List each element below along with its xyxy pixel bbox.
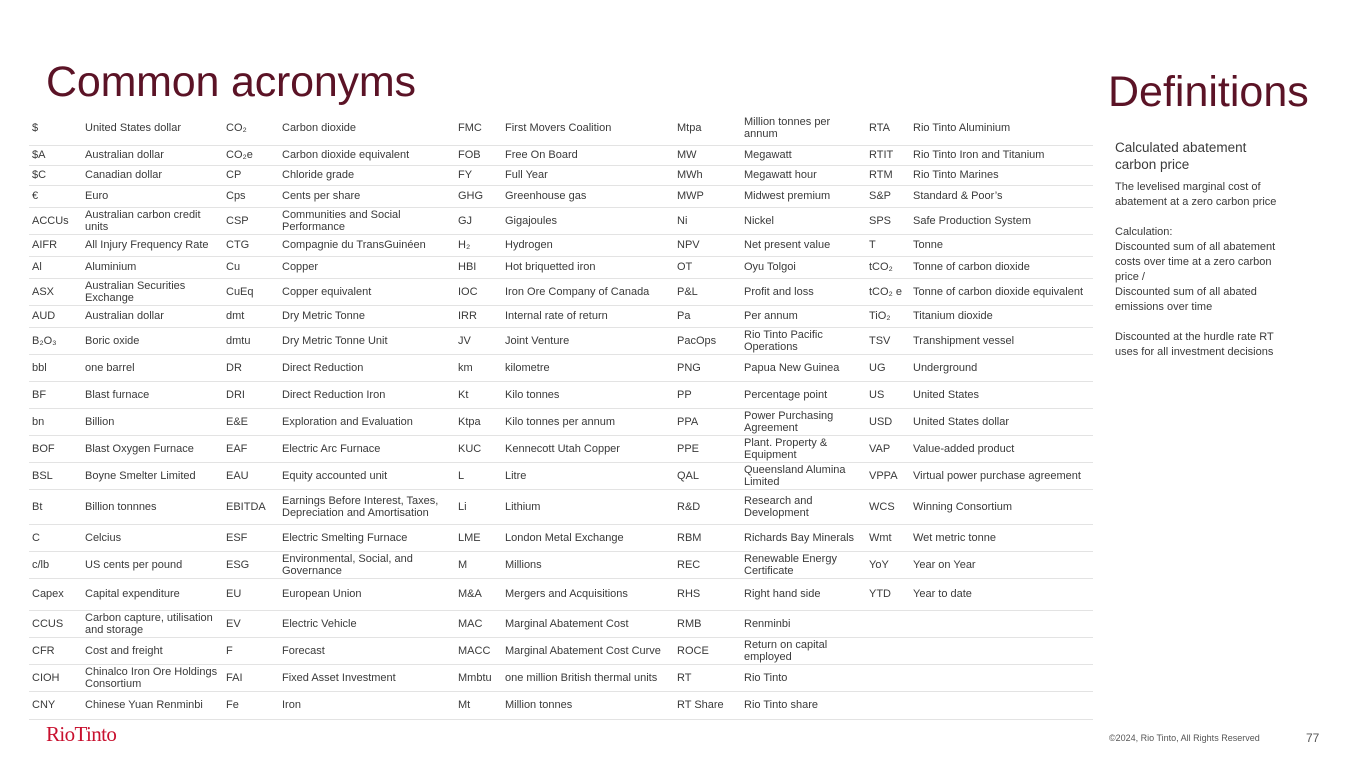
cell-meaning-4: Power Purchasing Agreement [741, 408, 866, 435]
cell-meaning-2: Earnings Before Interest, Taxes, Depreciation and Amortisation [279, 489, 455, 524]
cell-abbr-4: Ni [674, 207, 741, 234]
cell-abbr-1: AUD [29, 305, 82, 327]
definition-description: The levelised marginal cost of abatement at a zero carbon price [1115, 181, 1277, 208]
cell-meaning-3: Lithium [502, 489, 674, 524]
cell-abbr-2: CO₂ [223, 112, 279, 145]
cell-abbr-4: RMB [674, 610, 741, 637]
table-row [29, 551, 1093, 578]
table-row [29, 578, 1093, 610]
cell-meaning-5: Winning Consortium [910, 489, 1093, 524]
cell-meaning-2: Electric Arc Furnace [279, 435, 455, 462]
cell-meaning-2: Iron [279, 691, 455, 719]
cell-meaning-1: Carbon capture, utilisation and storage [82, 610, 223, 637]
cell-meaning-2: Direct Reduction [279, 354, 455, 381]
cell-abbr-3: JV [455, 327, 502, 354]
cell-meaning-2: Electric Smelting Furnace [279, 524, 455, 551]
cell-abbr-1: bbl [29, 354, 82, 381]
cell-abbr-2: E&E [223, 408, 279, 435]
cell-abbr-1: ASX [29, 278, 82, 305]
cell-meaning-5: Year to date [910, 578, 1093, 610]
cell-abbr-3: L [455, 462, 502, 489]
cell-meaning-2: Direct Reduction Iron [279, 381, 455, 408]
cell-abbr-1: $A [29, 145, 82, 165]
cell-abbr-2: Cu [223, 256, 279, 278]
rio-tinto-logo: RioTinto [46, 722, 117, 746]
table-row [29, 234, 1093, 256]
cell-abbr-5: RTA [866, 112, 910, 145]
table-row [29, 691, 1093, 719]
page-title: Common acronyms [46, 58, 416, 106]
cell-abbr-5 [866, 637, 910, 664]
cell-meaning-1: Australian Securities Exchange [82, 278, 223, 305]
cell-abbr-5: VPPA [866, 462, 910, 489]
table-row [29, 256, 1093, 278]
cell-abbr-3: M [455, 551, 502, 578]
cell-abbr-4: OT [674, 256, 741, 278]
table-row [29, 354, 1093, 381]
table-row [29, 408, 1093, 435]
cell-meaning-2: Dry Metric Tonne [279, 305, 455, 327]
cell-meaning-5: United States [910, 381, 1093, 408]
cell-abbr-3: Mt [455, 691, 502, 719]
cell-abbr-1: bn [29, 408, 82, 435]
cell-meaning-3: Full Year [502, 165, 674, 185]
cell-meaning-4: Megawatt [741, 145, 866, 165]
cell-meaning-5: Safe Production System [910, 207, 1093, 234]
cell-meaning-3: Gigajoules [502, 207, 674, 234]
cell-abbr-4: RHS [674, 578, 741, 610]
cell-abbr-5: VAP [866, 435, 910, 462]
cell-abbr-2: F [223, 637, 279, 664]
cell-meaning-5: Underground [910, 354, 1093, 381]
cell-abbr-1: C [29, 524, 82, 551]
cell-meaning-4: Million tonnes per annum [741, 112, 866, 145]
table-row [29, 381, 1093, 408]
cell-meaning-2: Carbon dioxide equivalent [279, 145, 455, 165]
cell-meaning-1: US cents per pound [82, 551, 223, 578]
acronyms-table-body [29, 112, 1093, 719]
cell-meaning-3: Mergers and Acquisitions [502, 578, 674, 610]
cell-abbr-5: WCS [866, 489, 910, 524]
cell-meaning-3: Kennecott Utah Copper [502, 435, 674, 462]
cell-meaning-3: Hydrogen [502, 234, 674, 256]
cell-abbr-5: RTM [866, 165, 910, 185]
cell-meaning-4: Right hand side [741, 578, 866, 610]
cell-abbr-1: BF [29, 381, 82, 408]
table-row [29, 112, 1093, 145]
cell-abbr-3: MAC [455, 610, 502, 637]
cell-meaning-4: Midwest premium [741, 185, 866, 207]
cell-meaning-2: Exploration and Evaluation [279, 408, 455, 435]
cell-meaning-4: Rio Tinto [741, 664, 866, 691]
cell-meaning-5: Year on Year [910, 551, 1093, 578]
cell-abbr-3: GJ [455, 207, 502, 234]
cell-meaning-1: Boyne Smelter Limited [82, 462, 223, 489]
cell-abbr-2: EU [223, 578, 279, 610]
cell-meaning-2: Electric Vehicle [279, 610, 455, 637]
cell-abbr-5: TiO₂ [866, 305, 910, 327]
cell-meaning-4: Research and Development [741, 489, 866, 524]
cell-abbr-1: BSL [29, 462, 82, 489]
cell-meaning-5: Tonne of carbon dioxide [910, 256, 1093, 278]
table-row [29, 462, 1093, 489]
cell-abbr-4: MW [674, 145, 741, 165]
cell-abbr-3: IRR [455, 305, 502, 327]
cell-abbr-5: UG [866, 354, 910, 381]
cell-abbr-1: Al [29, 256, 82, 278]
cell-meaning-4: Per annum [741, 305, 866, 327]
cell-meaning-3: Hot briquetted iron [502, 256, 674, 278]
cell-abbr-3: Li [455, 489, 502, 524]
cell-meaning-1: United States dollar [82, 112, 223, 145]
cell-meaning-3: Million tonnes [502, 691, 674, 719]
cell-meaning-4: Rio Tinto Pacific Operations [741, 327, 866, 354]
cell-abbr-1: CCUS [29, 610, 82, 637]
cell-meaning-3: Marginal Abatement Cost [502, 610, 674, 637]
cell-abbr-5: TSV [866, 327, 910, 354]
cell-abbr-2: CO₂e [223, 145, 279, 165]
cell-abbr-5: RTIT [866, 145, 910, 165]
table-row [29, 435, 1093, 462]
cell-abbr-4: REC [674, 551, 741, 578]
cell-meaning-3: Internal rate of return [502, 305, 674, 327]
cell-meaning-5: Value-added product [910, 435, 1093, 462]
cell-abbr-1: Bt [29, 489, 82, 524]
cell-abbr-3: FOB [455, 145, 502, 165]
cell-meaning-2: Copper equivalent [279, 278, 455, 305]
table-row [29, 489, 1093, 524]
cell-meaning-3: Litre [502, 462, 674, 489]
cell-meaning-5: Transhipment vessel [910, 327, 1093, 354]
cell-meaning-1: Chinese Yuan Renminbi [82, 691, 223, 719]
cell-meaning-3: Greenhouse gas [502, 185, 674, 207]
cell-abbr-4: R&D [674, 489, 741, 524]
cell-abbr-3: H₂ [455, 234, 502, 256]
cell-abbr-2: CuEq [223, 278, 279, 305]
cell-meaning-1: Australian dollar [82, 145, 223, 165]
cell-abbr-1: CFR [29, 637, 82, 664]
cell-abbr-1: AIFR [29, 234, 82, 256]
cell-abbr-1: CNY [29, 691, 82, 719]
cell-meaning-1: Canadian dollar [82, 165, 223, 185]
cell-meaning-1: Blast furnace [82, 381, 223, 408]
cell-abbr-2: DR [223, 354, 279, 381]
cell-meaning-4: Net present value [741, 234, 866, 256]
cell-abbr-4: ROCE [674, 637, 741, 664]
cell-abbr-5 [866, 610, 910, 637]
cell-abbr-1: € [29, 185, 82, 207]
cell-meaning-3: London Metal Exchange [502, 524, 674, 551]
cell-abbr-3: KUC [455, 435, 502, 462]
cell-abbr-5: T [866, 234, 910, 256]
cell-meaning-3: Free On Board [502, 145, 674, 165]
cell-meaning-4: Rio Tinto share [741, 691, 866, 719]
table-row [29, 185, 1093, 207]
cell-meaning-3: Kilo tonnes per annum [502, 408, 674, 435]
table-row [29, 278, 1093, 305]
cell-meaning-1: Celcius [82, 524, 223, 551]
cell-abbr-5: SPS [866, 207, 910, 234]
cell-meaning-4: Percentage point [741, 381, 866, 408]
cell-abbr-4: QAL [674, 462, 741, 489]
copyright-notice: ©2024, Rio Tinto, All Rights Reserved [1109, 733, 1260, 743]
cell-meaning-4: Papua New Guinea [741, 354, 866, 381]
cell-abbr-5: YoY [866, 551, 910, 578]
table-row [29, 145, 1093, 165]
cell-abbr-4: P&L [674, 278, 741, 305]
cell-abbr-3: FY [455, 165, 502, 185]
cell-abbr-4: RBM [674, 524, 741, 551]
cell-meaning-2: Forecast [279, 637, 455, 664]
cell-meaning-3: Marginal Abatement Cost Curve [502, 637, 674, 664]
table-row [29, 637, 1093, 664]
cell-meaning-3: kilometre [502, 354, 674, 381]
cell-meaning-4: Profit and loss [741, 278, 866, 305]
cell-meaning-5 [910, 637, 1093, 664]
cell-meaning-1: Aluminium [82, 256, 223, 278]
cell-meaning-5 [910, 610, 1093, 637]
cell-meaning-2: Chloride grade [279, 165, 455, 185]
cell-abbr-3: Mmbtu [455, 664, 502, 691]
cell-abbr-2: CTG [223, 234, 279, 256]
cell-abbr-4: MWP [674, 185, 741, 207]
cell-abbr-2: Cps [223, 185, 279, 207]
cell-abbr-2: EBITDA [223, 489, 279, 524]
cell-abbr-1: B₂O₃ [29, 327, 82, 354]
cell-abbr-3: HBI [455, 256, 502, 278]
cell-abbr-2: dmt [223, 305, 279, 327]
acronyms-table [29, 112, 1093, 720]
cell-meaning-1: Billion [82, 408, 223, 435]
cell-abbr-5: tCO₂ e [866, 278, 910, 305]
cell-meaning-1: Billion tonnnes [82, 489, 223, 524]
cell-abbr-2: CSP [223, 207, 279, 234]
cell-meaning-2: Compagnie du TransGuinéen [279, 234, 455, 256]
cell-meaning-3: one million British thermal units [502, 664, 674, 691]
cell-abbr-3: GHG [455, 185, 502, 207]
cell-abbr-1: c/lb [29, 551, 82, 578]
definitions-title: Definitions [1108, 68, 1309, 116]
cell-meaning-4: Plant. Property & Equipment [741, 435, 866, 462]
cell-abbr-5 [866, 691, 910, 719]
cell-abbr-2: EAU [223, 462, 279, 489]
cell-meaning-4: Return on capital employed [741, 637, 866, 664]
cell-abbr-4: PPE [674, 435, 741, 462]
cell-meaning-1: Euro [82, 185, 223, 207]
cell-abbr-5: Wmt [866, 524, 910, 551]
cell-meaning-2: Environmental, Social, and Governance [279, 551, 455, 578]
cell-meaning-3: Iron Ore Company of Canada [502, 278, 674, 305]
cell-meaning-2: Carbon dioxide [279, 112, 455, 145]
cell-meaning-5: Tonne [910, 234, 1093, 256]
cell-meaning-4: Nickel [741, 207, 866, 234]
cell-meaning-1: Chinalco Iron Ore Holdings Consortium [82, 664, 223, 691]
cell-meaning-1: All Injury Frequency Rate [82, 234, 223, 256]
cell-abbr-4: PP [674, 381, 741, 408]
cell-abbr-3: IOC [455, 278, 502, 305]
cell-meaning-1: Boric oxide [82, 327, 223, 354]
cell-meaning-5: Wet metric tonne [910, 524, 1093, 551]
definition-calculation: Calculation: Discounted sum of all abatement costs over time at a zero carbon price / Discounted sum of all abated emissions over time Discounted at the hurdle rate RT uses for all investment decisions [1115, 226, 1276, 358]
cell-meaning-1: Australian dollar [82, 305, 223, 327]
cell-meaning-4: Renewable Energy Certificate [741, 551, 866, 578]
cell-abbr-2: FAI [223, 664, 279, 691]
table-row [29, 305, 1093, 327]
table-row [29, 165, 1093, 185]
cell-abbr-1: $C [29, 165, 82, 185]
cell-meaning-1: Blast Oxygen Furnace [82, 435, 223, 462]
cell-abbr-4: NPV [674, 234, 741, 256]
cell-abbr-3: FMC [455, 112, 502, 145]
cell-abbr-5: USD [866, 408, 910, 435]
cell-meaning-5: Rio Tinto Aluminium [910, 112, 1093, 145]
cell-meaning-1: one barrel [82, 354, 223, 381]
cell-abbr-2: dmtu [223, 327, 279, 354]
cell-abbr-4: PacOps [674, 327, 741, 354]
cell-abbr-1: $ [29, 112, 82, 145]
definition-panel [1115, 139, 1290, 360]
cell-meaning-2: Cents per share [279, 185, 455, 207]
page-number: 77 [1306, 731, 1320, 745]
cell-meaning-4: Renminbi [741, 610, 866, 637]
cell-meaning-2: Fixed Asset Investment [279, 664, 455, 691]
cell-meaning-2: European Union [279, 578, 455, 610]
cell-abbr-2: Fe [223, 691, 279, 719]
cell-abbr-1: Capex [29, 578, 82, 610]
cell-abbr-4: MWh [674, 165, 741, 185]
cell-abbr-5: US [866, 381, 910, 408]
cell-meaning-4: Oyu Tolgoi [741, 256, 866, 278]
cell-abbr-3: MACC [455, 637, 502, 664]
cell-abbr-2: ESF [223, 524, 279, 551]
cell-meaning-4: Queensland Alumina Limited [741, 462, 866, 489]
cell-meaning-5: Standard & Poor’s [910, 185, 1093, 207]
cell-meaning-3: Millions [502, 551, 674, 578]
table-row [29, 524, 1093, 551]
cell-abbr-5 [866, 664, 910, 691]
cell-abbr-4: Pa [674, 305, 741, 327]
cell-meaning-5: Tonne of carbon dioxide equivalent [910, 278, 1093, 305]
cell-meaning-5: Titanium dioxide [910, 305, 1093, 327]
cell-abbr-4: Mtpa [674, 112, 741, 145]
cell-meaning-3: Joint Venture [502, 327, 674, 354]
cell-abbr-2: DRI [223, 381, 279, 408]
definition-term: Calculated abatement carbon price [1115, 140, 1247, 172]
cell-meaning-1: Australian carbon credit units [82, 207, 223, 234]
cell-abbr-2: ESG [223, 551, 279, 578]
cell-abbr-3: M&A [455, 578, 502, 610]
cell-abbr-4: RT Share [674, 691, 741, 719]
cell-abbr-4: PNG [674, 354, 741, 381]
cell-abbr-1: CIOH [29, 664, 82, 691]
cell-meaning-2: Equity accounted unit [279, 462, 455, 489]
cell-meaning-3: First Movers Coalition [502, 112, 674, 145]
cell-meaning-2: Copper [279, 256, 455, 278]
cell-abbr-5: S&P [866, 185, 910, 207]
table-row [29, 207, 1093, 234]
cell-abbr-1: ACCUs [29, 207, 82, 234]
cell-meaning-3: Kilo tonnes [502, 381, 674, 408]
table-row [29, 664, 1093, 691]
cell-abbr-2: CP [223, 165, 279, 185]
table-row [29, 327, 1093, 354]
cell-meaning-5: Rio Tinto Iron and Titanium [910, 145, 1093, 165]
cell-abbr-5: tCO₂ [866, 256, 910, 278]
cell-meaning-5: Virtual power purchase agreement [910, 462, 1093, 489]
cell-abbr-3: LME [455, 524, 502, 551]
cell-abbr-5: YTD [866, 578, 910, 610]
cell-meaning-1: Cost and freight [82, 637, 223, 664]
cell-meaning-2: Dry Metric Tonne Unit [279, 327, 455, 354]
cell-meaning-4: Richards Bay Minerals [741, 524, 866, 551]
cell-meaning-1: Capital expenditure [82, 578, 223, 610]
cell-meaning-5: Rio Tinto Marines [910, 165, 1093, 185]
table-row [29, 610, 1093, 637]
cell-abbr-2: EV [223, 610, 279, 637]
cell-abbr-4: PPA [674, 408, 741, 435]
cell-meaning-4: Megawatt hour [741, 165, 866, 185]
cell-abbr-4: RT [674, 664, 741, 691]
cell-abbr-3: Kt [455, 381, 502, 408]
cell-abbr-2: EAF [223, 435, 279, 462]
cell-abbr-3: Ktpa [455, 408, 502, 435]
cell-meaning-5 [910, 691, 1093, 719]
cell-meaning-2: Communities and Social Performance [279, 207, 455, 234]
cell-meaning-5 [910, 664, 1093, 691]
cell-abbr-1: BOF [29, 435, 82, 462]
cell-meaning-5: United States dollar [910, 408, 1093, 435]
cell-abbr-3: km [455, 354, 502, 381]
